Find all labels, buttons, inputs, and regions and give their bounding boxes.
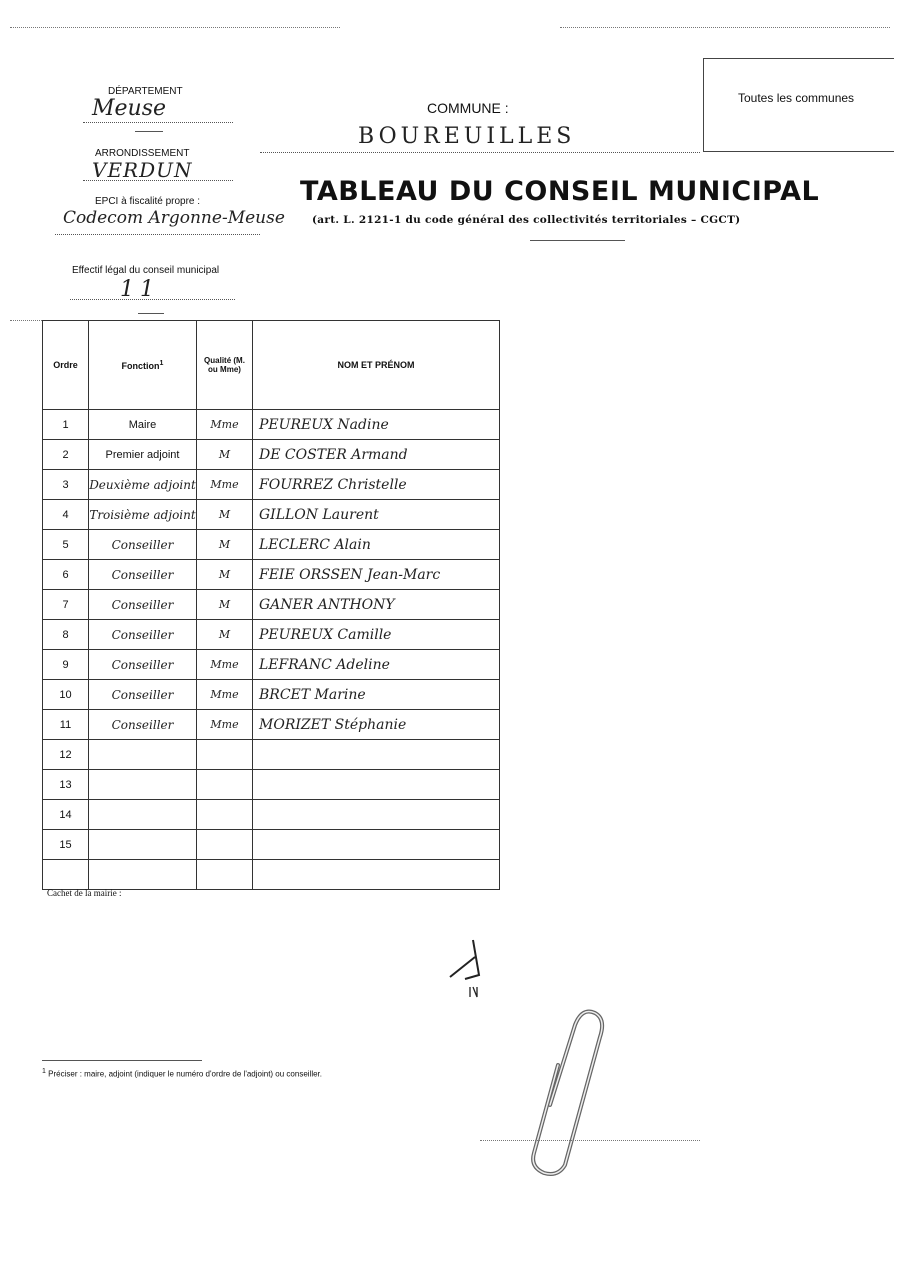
cell-nom: FOURREZ Christelle: [253, 470, 500, 500]
col-nom: [253, 321, 500, 410]
cell-fonction: Premier adjoint: [89, 440, 197, 470]
cell-ordre: 14: [43, 800, 89, 830]
cachet-label: Cachet de la mairie :: [47, 888, 122, 898]
cell-ordre: 9: [43, 650, 89, 680]
cell-qualite: [197, 860, 253, 890]
cell-ordre: 12: [43, 740, 89, 770]
cell-nom: [253, 860, 500, 890]
cell-fonction: Maire: [89, 410, 197, 440]
departement-label: DÉPARTEMENT: [108, 86, 183, 97]
arrondissement-value: VERDUN: [92, 158, 193, 182]
cell-qualite: M: [197, 530, 253, 560]
communes-box-text: Toutes les communes: [738, 91, 855, 105]
cell-qualite: Mme: [197, 410, 253, 440]
departement-value: Meuse: [92, 96, 167, 121]
cell-nom: GANER ANTHONY: [253, 590, 500, 620]
cell-qualite: [197, 800, 253, 830]
table-row: [43, 800, 500, 830]
col-ordre: [43, 321, 89, 410]
cell-qualite: Mme: [197, 470, 253, 500]
footnote-ref: 1: [159, 359, 164, 367]
effectif-underline: [70, 299, 235, 300]
cell-qualite: [197, 770, 253, 800]
cell-fonction: [89, 860, 197, 890]
page-title: TABLEAU DU CONSEIL MUNICIPAL: [300, 176, 820, 207]
col-fonction: [89, 321, 197, 410]
cell-nom: LECLERC Alain: [253, 530, 500, 560]
table-row: [43, 440, 500, 470]
cell-ordre: [43, 860, 89, 890]
cell-nom: [253, 800, 500, 830]
cell-nom: PEUREUX Camille: [253, 620, 500, 650]
communes-box: [703, 58, 894, 152]
epci-label: EPCI à fiscalité propre :: [95, 196, 201, 207]
cell-ordre: 2: [43, 440, 89, 470]
cell-nom: GILLON Laurent: [253, 500, 500, 530]
cell-fonction: [89, 740, 197, 770]
cell-fonction: Conseiller: [89, 710, 197, 740]
cell-nom: FEIE ORSSEN Jean-Marc: [253, 560, 500, 590]
scan-artifact-line: [560, 27, 890, 28]
scan-artifact-line: [480, 1140, 700, 1141]
arrondissement-underline: [83, 180, 233, 181]
cell-qualite: Mme: [197, 650, 253, 680]
cell-ordre: 3: [43, 470, 89, 500]
cell-ordre: 8: [43, 620, 89, 650]
divider: [530, 240, 625, 241]
cell-ordre: 5: [43, 530, 89, 560]
cell-fonction: Conseiller: [89, 680, 197, 710]
footnote: [42, 1068, 322, 1079]
scan-artifact-line: [10, 27, 340, 28]
table-row: [43, 470, 500, 500]
cell-nom: PEUREUX Nadine: [253, 410, 500, 440]
cell-fonction: Conseiller: [89, 620, 197, 650]
cell-qualite: M: [197, 590, 253, 620]
cell-nom: [253, 830, 500, 860]
cell-ordre: 1: [43, 410, 89, 440]
col-qualite-label: Qualité (M. ou Mme): [204, 356, 245, 374]
col-ordre-label: Ordre: [53, 360, 78, 370]
cell-nom: BRCET Marine: [253, 680, 500, 710]
table-row: [43, 500, 500, 530]
cell-fonction: Troisième adjoint: [89, 500, 197, 530]
cell-nom: MORIZET Stéphanie: [253, 710, 500, 740]
cell-fonction: Conseiller: [89, 590, 197, 620]
table-row: [43, 620, 500, 650]
table-row: [43, 830, 500, 860]
col-nom-label: NOM ET PRÉNOM: [337, 360, 415, 370]
table-row: [43, 560, 500, 590]
paperclip-icon: [520, 1005, 610, 1180]
footnote-text: Préciser : maire, adjoint (indiquer le numéro d'ordre de l'adjoint) ou conseiller.: [48, 1069, 322, 1079]
cell-qualite: M: [197, 620, 253, 650]
cell-nom: [253, 740, 500, 770]
cell-qualite: [197, 740, 253, 770]
cell-fonction: [89, 770, 197, 800]
cell-ordre: 11: [43, 710, 89, 740]
cell-fonction: Conseiller: [89, 560, 197, 590]
cell-qualite: Mme: [197, 680, 253, 710]
commune-value: BOUREUILLES: [358, 124, 576, 149]
arrondissement-label: ARRONDISSEMENT: [95, 148, 190, 159]
cell-nom: LEFRANC Adeline: [253, 650, 500, 680]
table-row: [43, 680, 500, 710]
epci-underline: [55, 234, 260, 235]
signature-icon: [445, 935, 495, 1005]
cell-ordre: 10: [43, 680, 89, 710]
cell-fonction: Conseiller: [89, 650, 197, 680]
table-row: [43, 740, 500, 770]
table-row: [43, 770, 500, 800]
footnote-marker: 1: [42, 1068, 46, 1075]
cell-ordre: 6: [43, 560, 89, 590]
council-table: [42, 320, 500, 890]
col-qualite: [197, 321, 253, 410]
epci-value: Codecom Argonne-Meuse: [63, 208, 285, 228]
effectif-value: 11: [120, 277, 160, 302]
table-row: [43, 650, 500, 680]
cell-fonction: [89, 830, 197, 860]
table-header-row: [43, 321, 500, 410]
departement-underline: [83, 122, 233, 123]
page-subtitle: (art. L. 2121-1 du code général des collectivités territoriales – CGCT): [312, 214, 741, 226]
cell-qualite: M: [197, 560, 253, 590]
cell-ordre: 4: [43, 500, 89, 530]
cell-nom: DE COSTER Armand: [253, 440, 500, 470]
col-fonction-label: Fonction: [121, 360, 160, 371]
cell-fonction: [89, 800, 197, 830]
divider: [138, 313, 164, 314]
commune-underline: [260, 152, 700, 153]
footnote-divider: [42, 1060, 202, 1061]
table-row: [43, 530, 500, 560]
cell-ordre: 13: [43, 770, 89, 800]
cell-fonction: Deuxième adjoint: [89, 470, 197, 500]
cell-ordre: 15: [43, 830, 89, 860]
table-row: [43, 410, 500, 440]
table-row: [43, 860, 500, 890]
cell-qualite: M: [197, 500, 253, 530]
cell-qualite: M: [197, 440, 253, 470]
cell-fonction: Conseiller: [89, 530, 197, 560]
table-row: [43, 710, 500, 740]
cell-qualite: Mme: [197, 710, 253, 740]
effectif-label: Effectif légal du conseil municipal: [72, 265, 220, 276]
table-row: [43, 590, 500, 620]
cell-qualite: [197, 830, 253, 860]
cell-nom: [253, 770, 500, 800]
cell-ordre: 7: [43, 590, 89, 620]
divider: [135, 131, 163, 132]
commune-label: COMMUNE :: [427, 100, 509, 116]
